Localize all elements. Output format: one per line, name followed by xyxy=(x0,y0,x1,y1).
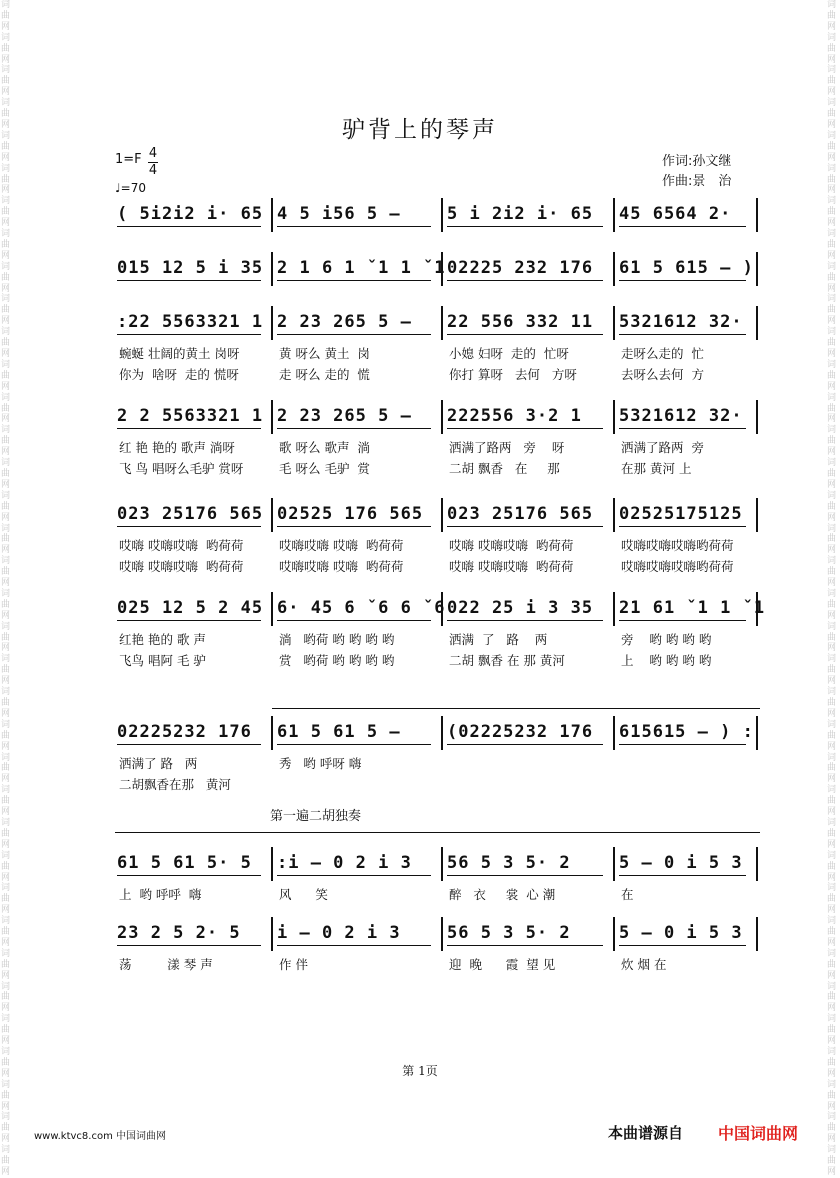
time-sig-bottom: 4 xyxy=(148,163,158,178)
bar-line xyxy=(271,592,273,626)
measure-notes: 615615 – ) : xyxy=(619,722,754,742)
measure-notes: 56 5 3 5· 2 xyxy=(447,853,571,873)
measure-notes: 61 5 615 – ) xyxy=(619,258,754,278)
beam-underline xyxy=(447,226,603,227)
measure-notes: 23 2 5 2· 5 xyxy=(117,923,241,943)
lyric-line-2: 哎嗨 哎嗨哎嗨 哟荷荷 xyxy=(119,559,244,574)
lyric-line-1: 哎嗨 哎嗨哎嗨 哟荷荷 xyxy=(449,538,574,553)
bar-line xyxy=(613,847,615,881)
beam-underline xyxy=(117,280,261,281)
lyric-line-2: 走 呀么 走的 慌 xyxy=(279,367,370,382)
key-signature: 1=F xyxy=(115,152,142,167)
beam-underline xyxy=(277,744,431,745)
bar-line xyxy=(441,306,443,340)
lyric-line-1: 走呀么走的 忙 xyxy=(621,346,704,361)
bar-line xyxy=(756,400,758,434)
measure-notes: 02225 232 176 xyxy=(447,258,594,278)
lyric-line-1: 洒满 了 路 两 xyxy=(449,632,548,647)
measure-notes: ( 5i2i2 i· 65 xyxy=(117,204,264,224)
bar-line xyxy=(271,847,273,881)
measure-notes: 2 1 6 1 ˇ1 1 ˇ1 xyxy=(277,258,446,278)
lyric-line-1: 风 笑 xyxy=(279,887,328,902)
measure-notes: i – 0 2 i 3 xyxy=(277,923,401,943)
footer-brand[interactable]: 中国词曲网 xyxy=(718,1124,799,1143)
lyric-line-2: 在那 黄河 上 xyxy=(621,461,692,476)
measure-notes: 5 i 2i2 i· 65 xyxy=(447,204,594,224)
beam-underline xyxy=(447,526,603,527)
beam-underline xyxy=(117,226,261,227)
bar-line xyxy=(441,400,443,434)
bar-line xyxy=(756,716,758,750)
lyric-line-1: 歌 呀么 歌声 淌 xyxy=(279,440,370,455)
lyric-line-1: 旁 哟 哟 哟 哟 xyxy=(621,632,712,647)
bar-line xyxy=(756,847,758,881)
measure-notes: 015 12 5 i 35 xyxy=(117,258,264,278)
beam-underline xyxy=(277,334,431,335)
beam-underline xyxy=(117,620,261,621)
beam-underline xyxy=(117,334,261,335)
bar-line xyxy=(756,917,758,951)
measure-notes: 6· 45 6 ˇ6 6 ˇ6 xyxy=(277,598,446,618)
lyric-line-1: 淌 哟荷 哟 哟 哟 哟 xyxy=(279,632,395,647)
measure-notes: 025 12 5 2 45 xyxy=(117,598,264,618)
repeat-bracket-line xyxy=(272,708,760,709)
watermark-left: 词曲网词曲网词曲网词曲网词曲网词曲网词曲网词曲网词曲网词曲网词曲网词曲网词曲网词曲网词曲网词曲网词曲网词曲网词曲网词曲网词曲网词曲网词曲网词曲网词曲网词曲网词曲网词曲网词曲网词曲网词曲网词曲网词曲网词曲网词曲网词曲网 xyxy=(1,0,11,1177)
lyric-line-1: 洒满了路两 旁 呀 xyxy=(449,440,565,455)
measure-notes: 61 5 61 5· 5 xyxy=(117,853,252,873)
measure-notes: :i – 0 2 i 3 xyxy=(277,853,412,873)
measure-notes: 02225232 176 xyxy=(117,722,252,742)
measure-notes: 2 2 5563321 1 xyxy=(117,406,264,426)
lyric-line-2: 赏 哟荷 哟 哟 哟 哟 xyxy=(279,653,395,668)
composer: 作曲:景 治 xyxy=(662,174,732,189)
measure-notes: 21 61 ˇ1 1 ˇ1 xyxy=(619,598,766,618)
measure-notes: 023 25176 565 xyxy=(117,504,264,524)
beam-underline xyxy=(447,945,603,946)
beam-underline xyxy=(117,875,261,876)
lyric-line-1: 在 xyxy=(621,887,634,902)
measure-notes: 02525 176 565 xyxy=(277,504,424,524)
bar-line xyxy=(271,917,273,951)
footer-site[interactable]: www.ktvc8.com 中国词曲网 xyxy=(34,1131,167,1142)
bar-line xyxy=(756,498,758,532)
beam-underline xyxy=(277,280,431,281)
beam-underline xyxy=(117,428,261,429)
lyric-line-2: 你打 算呀 去何 方呀 xyxy=(449,367,577,382)
lyric-line-1: 蜿蜒 壮阔的黄土 岗呀 xyxy=(119,346,240,361)
bar-line xyxy=(271,716,273,750)
measure-notes: 56 5 3 5· 2 xyxy=(447,923,571,943)
lyric-line-1: 洒满了 路 两 xyxy=(119,756,198,771)
beam-underline xyxy=(117,945,261,946)
beam-underline xyxy=(619,620,746,621)
measure-notes: 2 23 265 5 – xyxy=(277,312,412,332)
lyric-line-2: 哎嗨 哎嗨哎嗨 哟荷荷 xyxy=(449,559,574,574)
measure-notes: 022 25 i 3 35 xyxy=(447,598,594,618)
bar-line xyxy=(441,917,443,951)
lyric-line-1: 红 艳 艳的 歌声 淌呀 xyxy=(119,440,235,455)
beam-underline xyxy=(619,280,746,281)
credits xyxy=(662,152,731,192)
beam-underline xyxy=(619,334,746,335)
lyric-line-1: 上 哟 呼呼 嗨 xyxy=(119,887,202,902)
lyric-line-1: 哎嗨 哎嗨哎嗨 哟荷荷 xyxy=(119,538,244,553)
solo-bracket-line xyxy=(115,832,760,833)
beam-underline xyxy=(447,875,603,876)
beam-underline xyxy=(447,744,603,745)
footer-source-label: 本曲谱源自 xyxy=(608,1124,684,1142)
measure-notes: 5321612 32· xyxy=(619,406,743,426)
measure-notes: 2 23 265 5 – xyxy=(277,406,412,426)
lyric-line-1: 作 伴 xyxy=(279,957,308,972)
score-title: 驴背上的琴声 xyxy=(342,117,498,143)
lyric-line-2: 飞鸟 唱阿 毛 驴 xyxy=(119,653,206,668)
time-signature xyxy=(148,146,158,179)
lyric-line-2: 飞 鸟 唱呀么毛驴 赏呀 xyxy=(119,461,244,476)
beam-underline xyxy=(117,526,261,527)
lyric-line-2: 哎嗨哎嗨 哎嗨 哟荷荷 xyxy=(279,559,404,574)
lyric-line-1: 醉 衣 裳 心 潮 xyxy=(449,887,556,902)
lyric-line-1: 荡 漾 琴 声 xyxy=(119,957,213,972)
bar-line xyxy=(441,716,443,750)
beam-underline xyxy=(447,280,603,281)
lyric-line-1: 秀 哟 呼呀 嗨 xyxy=(279,756,362,771)
measure-notes: 222556 3·2 1 xyxy=(447,406,582,426)
bar-line xyxy=(441,498,443,532)
lyric-line-1: 红艳 艳的 歌 声 xyxy=(119,632,206,647)
beam-underline xyxy=(117,744,261,745)
lyric-line-1: 小媳 妇呀 走的 忙呀 xyxy=(449,346,569,361)
beam-underline xyxy=(619,526,746,527)
watermark-right: 词曲网词曲网词曲网词曲网词曲网词曲网词曲网词曲网词曲网词曲网词曲网词曲网词曲网词曲网词曲网词曲网词曲网词曲网词曲网词曲网词曲网词曲网词曲网词曲网词曲网词曲网词曲网词曲网词曲网词曲网词曲网词曲网词曲网词曲网词曲网词曲网 xyxy=(827,0,837,1177)
lyric-line-2: 上 哟 哟 哟 哟 xyxy=(621,653,712,668)
beam-underline xyxy=(619,875,746,876)
lyricist: 作词:孙文继 xyxy=(662,154,732,169)
beam-underline xyxy=(619,428,746,429)
measure-notes: 45 6564 2· xyxy=(619,204,732,224)
bar-line xyxy=(756,252,758,286)
bar-line xyxy=(271,306,273,340)
beam-underline xyxy=(277,945,431,946)
bar-line xyxy=(756,198,758,232)
measure-notes: :22 5563321 1 xyxy=(117,312,264,332)
bar-line xyxy=(613,252,615,286)
beam-underline xyxy=(277,226,431,227)
bar-line xyxy=(441,847,443,881)
measure-notes: 5 – 0 i 5 3 xyxy=(619,923,743,943)
bar-line xyxy=(271,498,273,532)
lyric-line-1: 炊 烟 在 xyxy=(621,957,667,972)
beam-underline xyxy=(277,620,431,621)
lyric-line-2: 二胡 飘香 在 那 黄河 xyxy=(449,653,565,668)
beam-underline xyxy=(447,428,603,429)
lyric-line-1: 洒满了路两 旁 xyxy=(621,440,704,455)
bar-line xyxy=(613,917,615,951)
lyric-line-2: 去呀么去何 方 xyxy=(621,367,704,382)
beam-underline xyxy=(619,744,746,745)
lyric-line-2: 二胡 飘香 在 那 xyxy=(449,461,560,476)
bar-line xyxy=(756,306,758,340)
lyric-line-2: 二胡飘香在那 黄河 xyxy=(119,777,231,792)
lyric-line-2: 毛 呀么 毛驴 赏 xyxy=(279,461,370,476)
bar-line xyxy=(441,198,443,232)
lyric-line-1: 迎 晚 霞 望 见 xyxy=(449,957,556,972)
lyric-line-2: 你为 啥呀 走的 慌呀 xyxy=(119,367,239,382)
lyric-line-2: 哎嗨哎嗨哎嗨哟荷荷 xyxy=(621,559,734,574)
beam-underline xyxy=(447,334,603,335)
measure-notes: 5 – 0 i 5 3 xyxy=(619,853,743,873)
solo-section-label: 第一遍二胡独奏 xyxy=(270,809,362,824)
page-number: 第 1页 xyxy=(402,1064,438,1078)
bar-line xyxy=(613,592,615,626)
bar-line xyxy=(271,198,273,232)
measure-notes: 4 5 i56 5 – xyxy=(277,204,401,224)
measure-notes: 5321612 32· xyxy=(619,312,743,332)
bar-line xyxy=(613,198,615,232)
beam-underline xyxy=(277,875,431,876)
bar-line xyxy=(271,400,273,434)
measure-notes: 023 25176 565 xyxy=(447,504,594,524)
measure-notes: (02225232 176 xyxy=(447,722,594,742)
bar-line xyxy=(613,716,615,750)
measure-notes: 02525175125 xyxy=(619,504,743,524)
lyric-line-1: 黄 呀么 黄土 岗 xyxy=(279,346,370,361)
beam-underline xyxy=(277,428,431,429)
measure-notes: 61 5 61 5 – xyxy=(277,722,401,742)
bar-line xyxy=(613,400,615,434)
beam-underline xyxy=(619,945,746,946)
time-sig-top: 4 xyxy=(148,146,158,161)
lyric-line-1: 哎嗨哎嗨哎嗨哟荷荷 xyxy=(621,538,734,553)
beam-underline xyxy=(277,526,431,527)
measure-notes: 22 556 332 11 xyxy=(447,312,594,332)
beam-underline xyxy=(619,226,746,227)
tempo-marking: ♩=70 xyxy=(115,181,146,195)
bar-line xyxy=(271,252,273,286)
lyric-line-1: 哎嗨哎嗨 哎嗨 哟荷荷 xyxy=(279,538,404,553)
bar-line xyxy=(613,498,615,532)
beam-underline xyxy=(447,620,603,621)
bar-line xyxy=(613,306,615,340)
